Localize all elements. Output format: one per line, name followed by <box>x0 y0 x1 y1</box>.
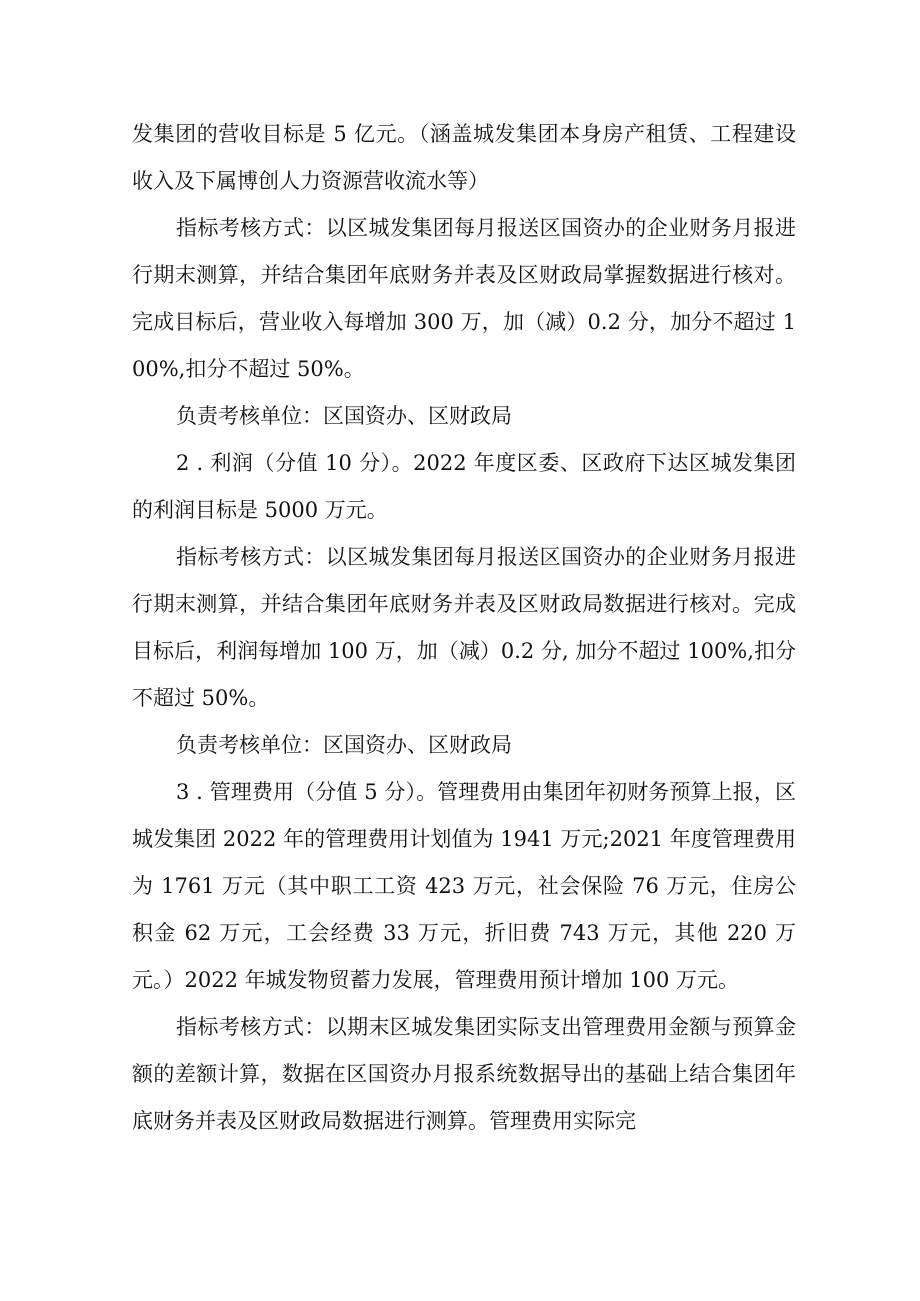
paragraph-revenue-assessment: 指标考核方式：以区城发集团每月报送区国资办的企业财务月报进行期末测算，并结合集团年底财务并表及区财政局掌握数据进行核对。完成目标后，营业收入每增加 300 万，加（减）0.2 分，加分不超过 100%,扣分不超过 50%。 <box>132 216 796 381</box>
document-body <box>132 111 796 1145</box>
paragraph-profit-target: 2 . 利润（分值 10 分）。2022 年度区委、区政府下达区城发集团的利润目标是 5000 万元。 <box>132 451 796 522</box>
paragraph-revenue-target: 发集团的营收目标是 5 亿元。（涵盖城发集团本身房产租赁、工程建设收入及下属博创人力资源营收流水等） <box>132 122 796 193</box>
paragraph-profit-responsible-unit: 负责考核单位：区国资办、区财政局 <box>176 733 512 757</box>
paragraph-revenue-responsible-unit: 负责考核单位：区国资办、区财政局 <box>176 404 512 428</box>
paragraph-profit-assessment: 指标考核方式：以区城发集团每月报送区国资办的企业财务月报进行期末测算，并结合集团年底财务并表及区财政局数据进行核对。完成目标后，利润每增加 100 万，加（减）0.2 分, 加分不超过 100%,扣分不超过 50%。 <box>132 545 796 710</box>
paragraph-management-cost: 3 . 管理费用（分值 5 分）。管理费用由集团年初财务预算上报，区城发集团 2022 年的管理费用计划值为 1941 万元;2021 年度管理费用为 1761 万元（其中职工工资 423 万元，社会保险 76 万元，住房公积金 62 万元，工会经费 33 万元，折旧费 743 万元，其他 220 万元。）2022 年城发物贸蓄力发展，管理费用预计增加 100 万元。 <box>132 780 796 992</box>
paragraph-management-cost-assessment: 指标考核方式：以期末区城发集团实际支出管理费用金额与预算金额的差额计算，数据在区国资办月报系统数据导出的基础上结合集团年底财务并表及区财政局数据进行测算。管理费用实际完 <box>132 1015 796 1133</box>
